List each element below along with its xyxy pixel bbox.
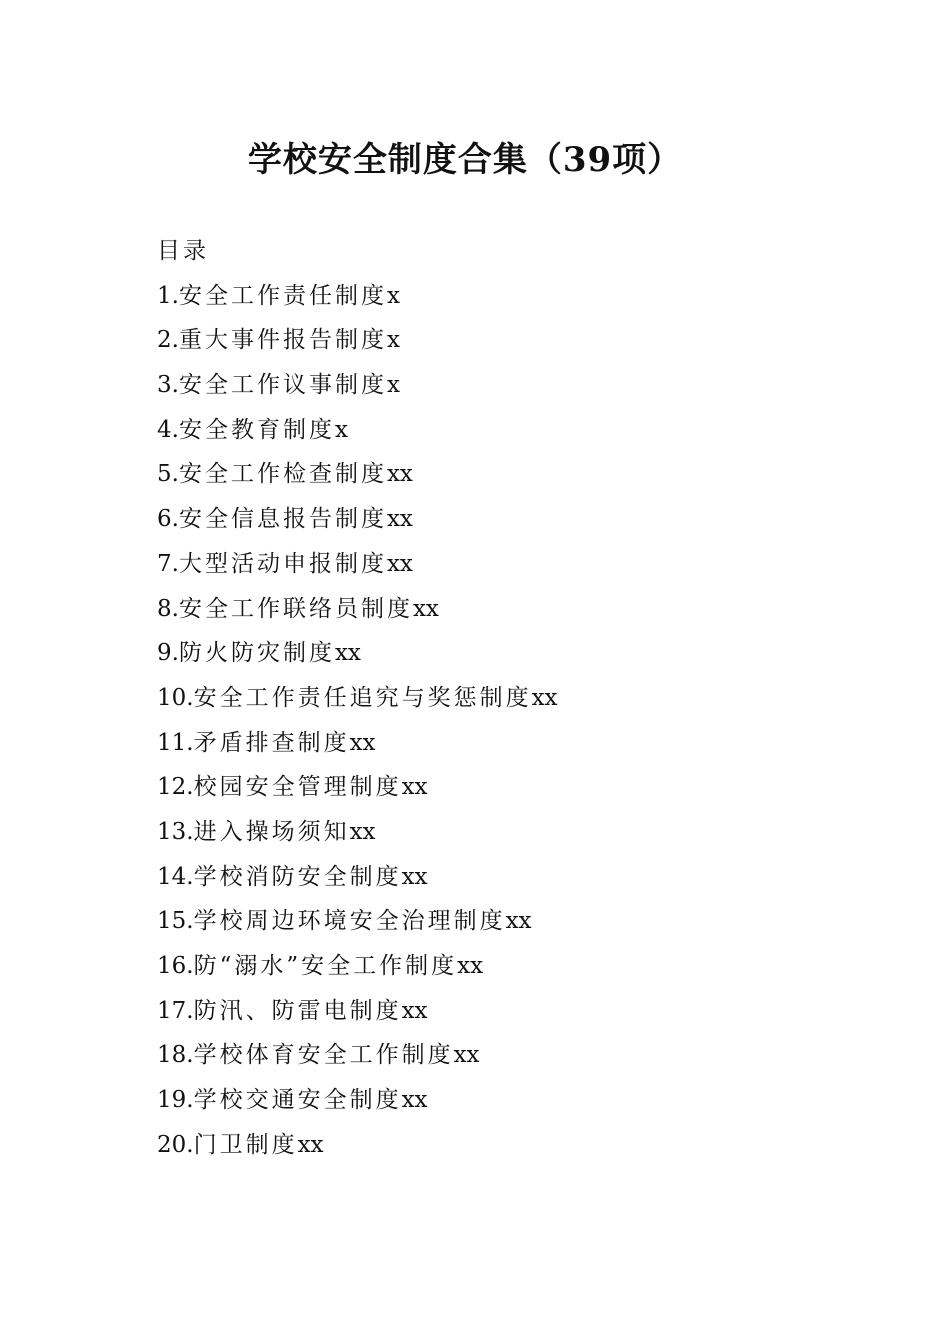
toc-item-page: xx (386, 550, 413, 577)
toc-item-page: xx (505, 908, 532, 935)
toc-item[interactable] (157, 497, 857, 542)
toc-item-title: 安全工作责任追究与奖惩制度 (193, 684, 532, 711)
toc-item-number: 19. (157, 1087, 194, 1114)
toc-item-page: x (334, 416, 348, 443)
toc-item-page: xx (334, 640, 361, 667)
toc-item-title: 安全教育制度 (178, 416, 335, 443)
toc-item[interactable] (157, 631, 857, 676)
toc-item-title: 安全工作联络员制度 (178, 595, 413, 622)
toc-item[interactable] (157, 408, 857, 453)
toc-heading: 目录 (157, 238, 209, 264)
toc-item-page: x (386, 372, 400, 399)
toc-item[interactable] (157, 363, 857, 408)
toc-item-title: 大型活动申报制度 (178, 550, 387, 577)
toc-item-title: 重大事件报告制度 (178, 327, 387, 354)
toc-item-number: 15. (157, 908, 194, 935)
toc-item-page: xx (412, 595, 439, 622)
toc-item-title: 矛盾排查制度 (193, 729, 350, 756)
toc-item[interactable] (157, 855, 857, 900)
toc-item-title: 学校周边环境安全治理制度 (193, 908, 506, 935)
toc-item-number: 13. (157, 818, 194, 845)
toc-item-number: 10. (157, 684, 194, 711)
toc-item[interactable] (157, 587, 857, 632)
toc-item-title: 安全工作议事制度 (178, 372, 387, 399)
toc-item-page: xx (386, 506, 413, 533)
toc-item-number: 18. (157, 1042, 194, 1069)
toc-item[interactable] (157, 318, 857, 363)
toc-item-page: xx (401, 863, 428, 890)
toc-item-number: 8. (157, 595, 179, 622)
toc-item-page: xx (457, 953, 484, 979)
toc-item-title: 安全工作责任制度 (178, 282, 387, 309)
toc-item[interactable] (157, 765, 857, 810)
toc-item-page: x (386, 327, 400, 354)
toc-item-title: 防火防灾制度 (178, 640, 335, 667)
toc-item-title: 门卫制度 (193, 1131, 298, 1158)
toc-item[interactable] (157, 944, 857, 989)
toc-item-page: xx (349, 818, 376, 845)
toc-item-page: x (386, 282, 400, 309)
toc-item-title: 安全工作检查制度 (178, 461, 387, 488)
toc-item-page: xx (531, 684, 558, 711)
toc-item-number: 14. (157, 863, 194, 890)
toc-item-number: 2. (157, 327, 179, 354)
toc-item[interactable] (157, 721, 857, 766)
toc-item-title: 校园安全管理制度 (193, 774, 402, 801)
toc-item-number: 9. (157, 640, 179, 667)
toc-item[interactable] (157, 542, 857, 587)
toc-item-number: 11. (157, 729, 194, 756)
toc-item-page: xx (453, 1042, 480, 1069)
toc-item-title: 防“溺水”安全工作制度 (193, 953, 458, 979)
toc-item-number: 3. (157, 372, 179, 399)
toc-item-number: 6. (157, 506, 179, 533)
toc-item-number: 1. (157, 282, 179, 309)
toc-item-page: xx (401, 1087, 428, 1114)
toc-item[interactable] (157, 274, 857, 319)
toc-item-page: xx (297, 1131, 324, 1158)
toc-item-number: 17. (157, 997, 194, 1024)
toc-item-page: xx (401, 774, 428, 801)
toc-item-number: 4. (157, 416, 179, 443)
toc-item-page: xx (401, 997, 428, 1024)
toc-item[interactable] (157, 810, 857, 855)
toc-item[interactable] (157, 1078, 857, 1123)
toc-item[interactable] (157, 1033, 857, 1078)
toc-item[interactable] (157, 899, 857, 944)
toc-item-page: xx (349, 729, 376, 756)
toc-item-title: 进入操场须知 (193, 818, 350, 845)
document-title: 学校安全制度合集（39项） (247, 140, 683, 180)
toc-item-title: 学校消防安全制度 (193, 863, 402, 890)
toc-item[interactable] (157, 676, 857, 721)
table-of-contents (157, 229, 857, 1167)
toc-item-number: 7. (157, 550, 179, 577)
toc-item[interactable] (157, 452, 857, 497)
toc-item-title: 防汛、防雷电制度 (193, 997, 402, 1024)
toc-item[interactable] (157, 989, 857, 1034)
toc-item-title: 学校体育安全工作制度 (193, 1042, 454, 1069)
toc-item-number: 16. (157, 953, 194, 979)
toc-item-number: 5. (157, 461, 179, 488)
toc-item-number: 12. (157, 774, 194, 801)
toc-item-title: 学校交通安全制度 (193, 1087, 402, 1114)
toc-item-title: 安全信息报告制度 (178, 506, 387, 533)
toc-list (157, 274, 857, 1168)
toc-item-number: 20. (157, 1131, 194, 1158)
toc-item[interactable] (157, 1123, 857, 1168)
toc-item-page: xx (386, 461, 413, 488)
